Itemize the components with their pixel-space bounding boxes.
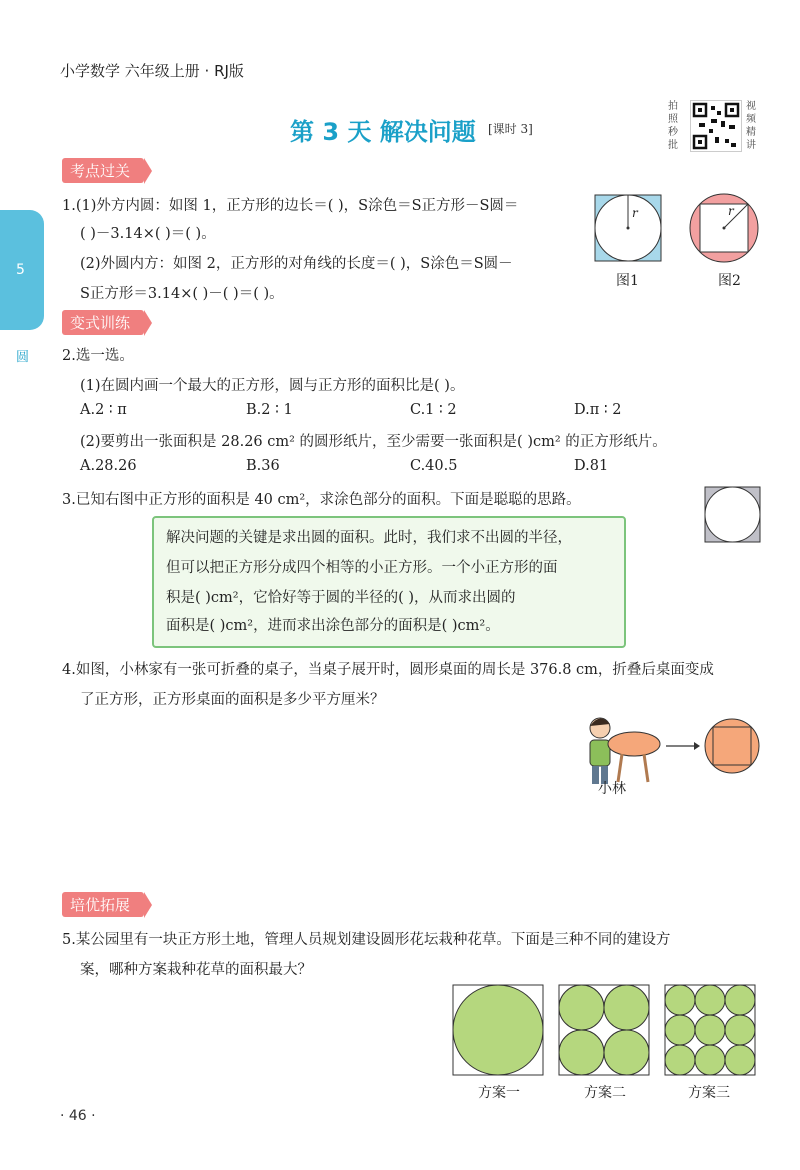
- lesson-subtitle: [课时 3]: [488, 122, 533, 136]
- q2-p1-option-b: B.2 ∶ 1: [246, 402, 293, 418]
- q4-line1: 4.如图，小林家有一张可折叠的桌子，当桌子展开时，圆形桌面的周长是 376.8 cm，折叠后桌面变成: [62, 662, 714, 678]
- q2-part2: (2)要剪出一张面积是 28.26 cm² 的圆形纸片，至少需要一张面积是( )cm² 的正方形纸片。: [80, 434, 667, 450]
- chapter-name: 圆: [16, 350, 30, 365]
- hint-line-1: 解决问题的关键是求出圆的面积。此时，我们求不出圆的半径，: [166, 530, 572, 546]
- q2-p1-option-c: C.1 ∶ 2: [410, 402, 457, 418]
- q3-title: 3.已知右图中正方形的面积是 40 cm²，求涂色部分的面积。下面是聪聪的思路。: [62, 492, 581, 508]
- qr-label-right: 视频精讲: [746, 101, 756, 151]
- figure-2: [688, 192, 760, 264]
- person-caption: 小林: [598, 781, 626, 797]
- chapter-number: 5: [16, 262, 25, 278]
- section-badge-bianshi: 变式训练: [62, 310, 144, 335]
- q5-line2: 案，哪种方案栽种花草的面积最大？: [80, 962, 312, 978]
- plan-1-caption: 方案一: [478, 1085, 520, 1101]
- q2-part1: (1)在圆内画一个最大的正方形，圆与正方形的面积比是( )。: [80, 378, 465, 394]
- q1-line2: ( )－3.14×( )＝( )。: [80, 226, 216, 242]
- page-number: · 46 ·: [60, 1108, 96, 1124]
- hint-line-3: 积是( )cm²，它恰好等于圆的半径的( )，从而求出圆的: [166, 590, 516, 606]
- section-badge-kaodian: 考点过关: [62, 158, 144, 183]
- q1-line3: (2)外圆内方：如图 2，正方形的对角线的长度＝( )，S涂色＝S圆－: [80, 256, 513, 272]
- qr-code-icon[interactable]: [690, 100, 742, 152]
- section-badge-peiyou: 培优拓展: [62, 892, 144, 917]
- hint-line-4: 面积是( )cm²，进而求出涂色部分的面积是( )cm²。: [166, 618, 500, 634]
- q2-p2-option-b: B.36: [246, 458, 280, 474]
- fig1-radius-label: r: [632, 206, 638, 220]
- q3-figure: [704, 486, 762, 544]
- lesson-title: 第 3 天 解决问题: [290, 118, 476, 146]
- plan-3-figure: [664, 984, 756, 1076]
- q2-p1-option-a: A.2 ∶ π: [80, 402, 127, 418]
- q4-line2: 了正方形，正方形桌面的面积是多少平方厘米？: [80, 692, 385, 708]
- hint-line-2: 但可以把正方形分成四个相等的小正方形。一个小正方形的面: [166, 560, 558, 576]
- q5-line1: 5.某公园里有一块正方形土地，管理人员规划建设圆形花坛栽种花草。下面是三种不同的建设方: [62, 932, 671, 948]
- q2-p2-option-c: C.40.5: [410, 458, 458, 474]
- figure-1: [594, 194, 664, 264]
- book-title: 小学数学 六年级上册 · RJ版: [60, 62, 244, 80]
- qr-label-left: 拍照秒批: [668, 101, 678, 151]
- fig1-caption: 图1: [616, 273, 639, 289]
- q2-p1-option-d: D.π ∶ 2: [574, 402, 622, 418]
- plan-2-caption: 方案二: [584, 1085, 626, 1101]
- fig2-caption: 图2: [718, 273, 741, 289]
- q2-p2-option-d: D.81: [574, 458, 609, 474]
- plan-1-figure: [452, 984, 544, 1076]
- q2-title: 2.选一选。: [62, 348, 134, 364]
- fig2-radius-label: r: [728, 204, 734, 218]
- q1-line4: S正方形＝3.14×( )－( )＝( )。: [80, 286, 284, 302]
- plan-2-figure: [558, 984, 650, 1076]
- q2-p2-option-a: A.28.26: [80, 458, 137, 474]
- plan-3-caption: 方案三: [688, 1085, 730, 1101]
- q1-line1: 1.(1)外方内圆：如图 1，正方形的边长＝( )，S涂色＝S正方形－S圆＝: [62, 198, 519, 214]
